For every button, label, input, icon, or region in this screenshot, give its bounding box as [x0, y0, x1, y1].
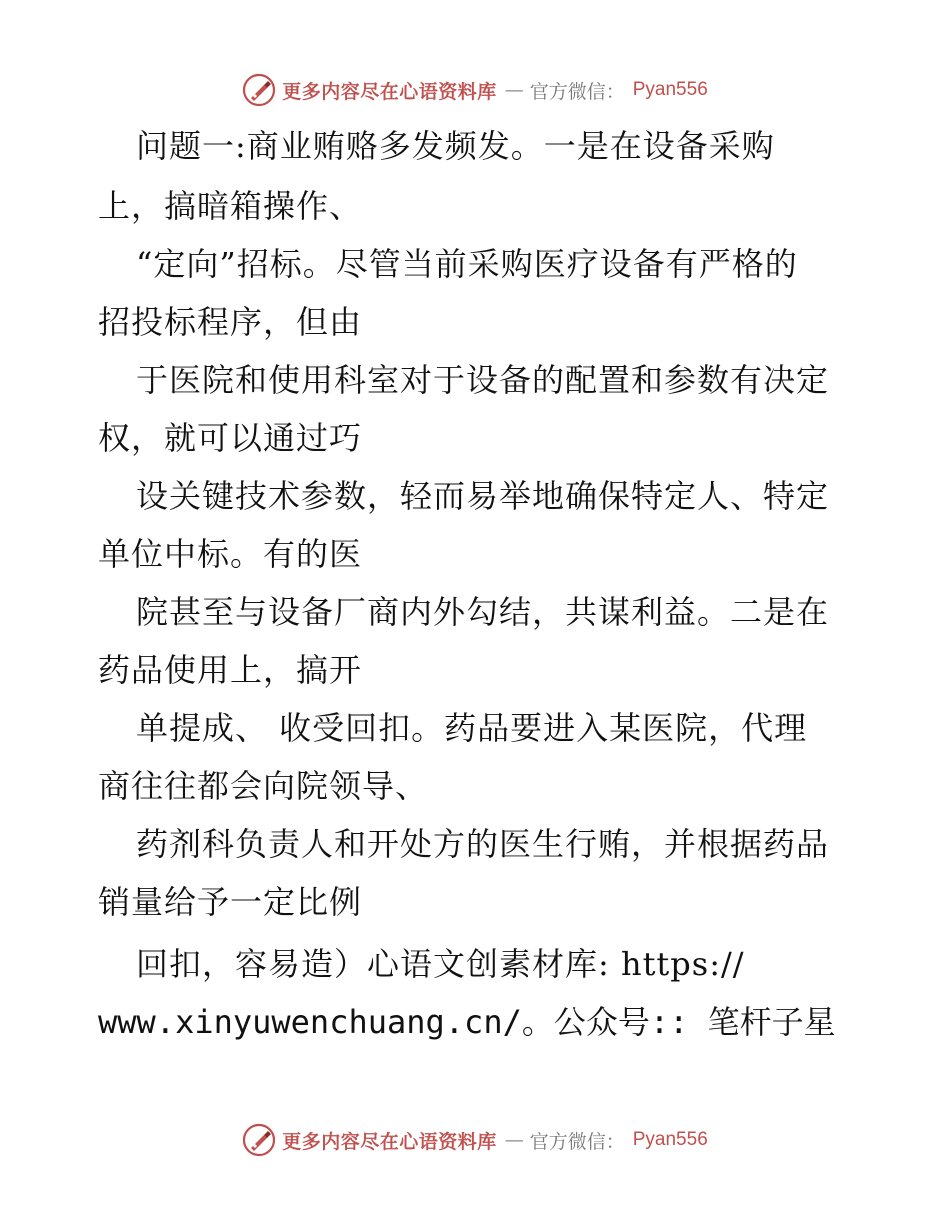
footer-dash: —	[504, 1129, 524, 1151]
body-line: 药剂科负责人和开处方的医生行贿，并根据药品	[136, 825, 830, 863]
body-line: 招投标程序，但由	[98, 303, 363, 341]
body-line: 单提成、 收受回扣。药品要进入某医院，代理	[136, 709, 808, 747]
body-line: 回扣，容易造）心语文创素材库: https://	[136, 945, 745, 983]
body-line: 设关键技术参数，轻而易举地确保特定人、特定	[136, 477, 830, 515]
header-wechat-id: Pyan556	[632, 79, 708, 100]
body-line: 销量给予一定比例	[98, 883, 363, 921]
header-dash: —	[504, 79, 524, 101]
body-line: 单位中标。有的医	[98, 535, 363, 573]
body-line: 问题一:商业贿赂多发频发。一是在设备采购	[136, 127, 775, 165]
pen-nib-logo-icon	[242, 1123, 276, 1157]
body-line: 于医院和使用科室对于设备的配置和参数有决定	[136, 361, 830, 399]
footer-official-label: 官方微信：	[529, 1130, 625, 1153]
header-slogan: 更多内容尽在心语资料库	[282, 80, 497, 103]
body-line: 药品使用上，搞开	[98, 651, 363, 689]
body-line: 院甚至与设备厂商内外勾结，共谋利益。二是在	[136, 593, 830, 631]
header-official-label: 官方微信：	[529, 80, 625, 103]
body-line: www.xinyuwenchuang.cn/。公众号:: 笔杆子星	[98, 1003, 836, 1041]
footer-wechat-id: Pyan556	[632, 1129, 708, 1150]
body-line: 商往往都会向院领导、	[98, 767, 429, 805]
body-line: “定向”招标。尽管当前采购医疗设备有严格的	[136, 245, 798, 283]
footer-slogan: 更多内容尽在心语资料库	[282, 1130, 497, 1153]
body-line: 上，搞暗箱操作、	[98, 187, 363, 225]
footer-banner	[0, 1120, 950, 1160]
body-line: 权，就可以通过巧	[98, 419, 363, 457]
